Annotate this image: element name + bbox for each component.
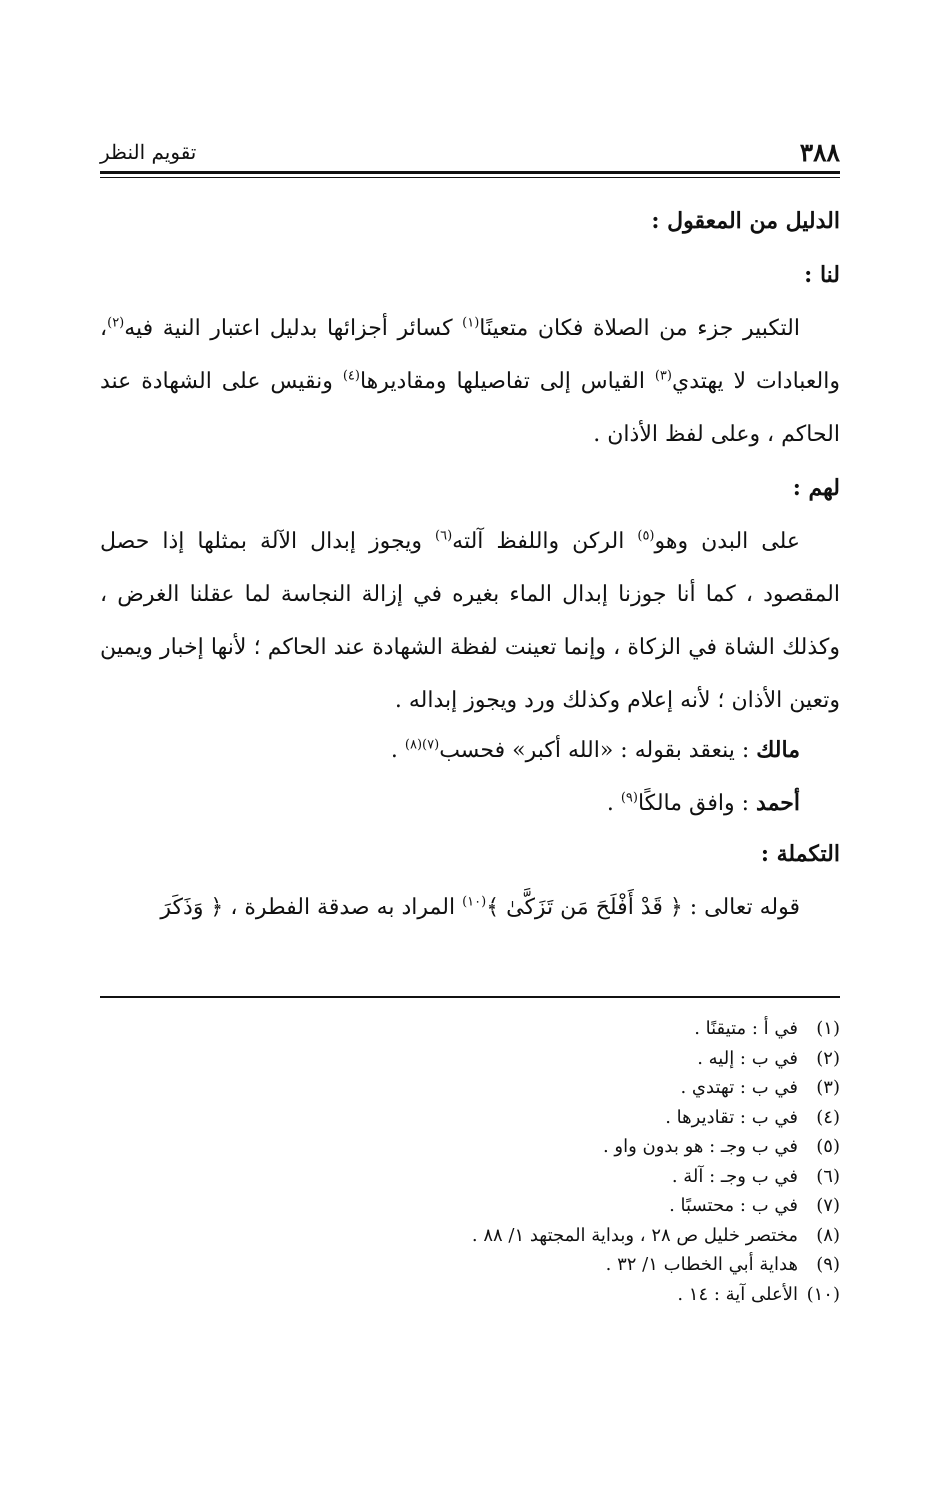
footnotes [100, 1014, 840, 1309]
lana-paragraph: التكبير جزء من الصلاة فكان متعينًا$^{(١)}$ كسائر أجزائها بدليل اعتبار النية فيه$^{(٢)}$، والعبادات لا يهتدي$^{(٣)}$ القياس إلى تفاصيلها ومقاديرها$^{(٤)}$ ونقيس على الشهادة عند الحاكم ، وعلى لفظ الأذان . [100, 315, 840, 447]
running-title: تقويم النظر [100, 140, 197, 164]
footnote-ref: (١٠) [462, 894, 487, 910]
header-rule-thick [100, 171, 840, 174]
footnote-ref: (٩) [620, 790, 638, 806]
footnote: (١)في أ : متيقنًا . [694, 1018, 840, 1039]
footnote-rule [100, 996, 840, 998]
footnote: (٥)في ب وجـ : هو بدون واو . [602, 1136, 840, 1157]
section-heading: الدليل من المعقول : [651, 208, 840, 234]
lahum-heading: لهم : [792, 475, 840, 501]
footnote: (٤)في ب : تقاديرها . [665, 1106, 840, 1128]
footnote-ref: (٢) [107, 315, 125, 331]
footnote: (٢)في ب : إليه . [697, 1047, 840, 1069]
footnote-ref: (٥) [637, 528, 655, 544]
lana-heading: لنا : [804, 262, 840, 288]
ahmad-line: أحمد : وافق مالكًا$^{(٩)}$ . [606, 790, 800, 816]
footnote-ref: (٦) [435, 528, 453, 544]
footnote: (٦)في ب وجـ : آلة . [671, 1165, 840, 1187]
footnote-ref: (٤) [342, 368, 360, 384]
footnote: (٧)في ب : محتسبًا . [669, 1195, 840, 1216]
footnote-ref: (١) [462, 315, 480, 331]
footnote-ref: (٧)(٨) [404, 737, 440, 753]
takmila-line: قوله تعالى : ﴿ قَدْ أَفْلَحَ مَن تَزَكَّىٰ ﴾$^{(١٠)}$ المراد به صدقة الفطرة ، ﴿ وَذَكَرَ [160, 894, 800, 920]
footnote: (٨)مختصر خليل ص ٢٨ ، وبداية المجتهد ١/ ٨٨ . [471, 1224, 840, 1246]
header-rule-thin [100, 177, 840, 178]
footnote-ref: (٣) [654, 368, 672, 384]
running-header [100, 138, 840, 170]
ahmad-label: أحمد [756, 790, 800, 816]
malik-line: مالك : ينعقد بقوله : «الله أكبر» فحسب$^{(٧)(٨)}$ . [390, 737, 800, 763]
lahum-paragraph: على البدن وهو$^{(٥)}$ الركن واللفظ آلته$^{(٦)}$ ويجوز إبدال الآلة بمثلها إذا حصل المقصود ، كما أنا جوزنا إبدال الماء بغيره في إزالة النجاسة لما عقلنا الغرض ، وكذلك الشاة في الزكاة ، وإنما تعينت لفظة الشهادة عند الحاكم ؛ لأنها إخبار ويمين وتعين الأذان ؛ لأنه إعلام وكذلك ورد ويجوز إبداله . [100, 528, 840, 713]
page-number: ٣٨٨ [799, 138, 840, 167]
main-text [100, 200, 840, 934]
takmila-heading: التكملة : [760, 841, 840, 867]
footnote: (٩)هداية أبي الخطاب ١/ ٣٢ . [605, 1254, 840, 1275]
malik-label: مالك [756, 737, 800, 763]
footnote: (١٠)الأعلى آية : ١٤ . [677, 1283, 840, 1305]
footnote: (٣)في ب : تهتدي . [680, 1077, 840, 1098]
